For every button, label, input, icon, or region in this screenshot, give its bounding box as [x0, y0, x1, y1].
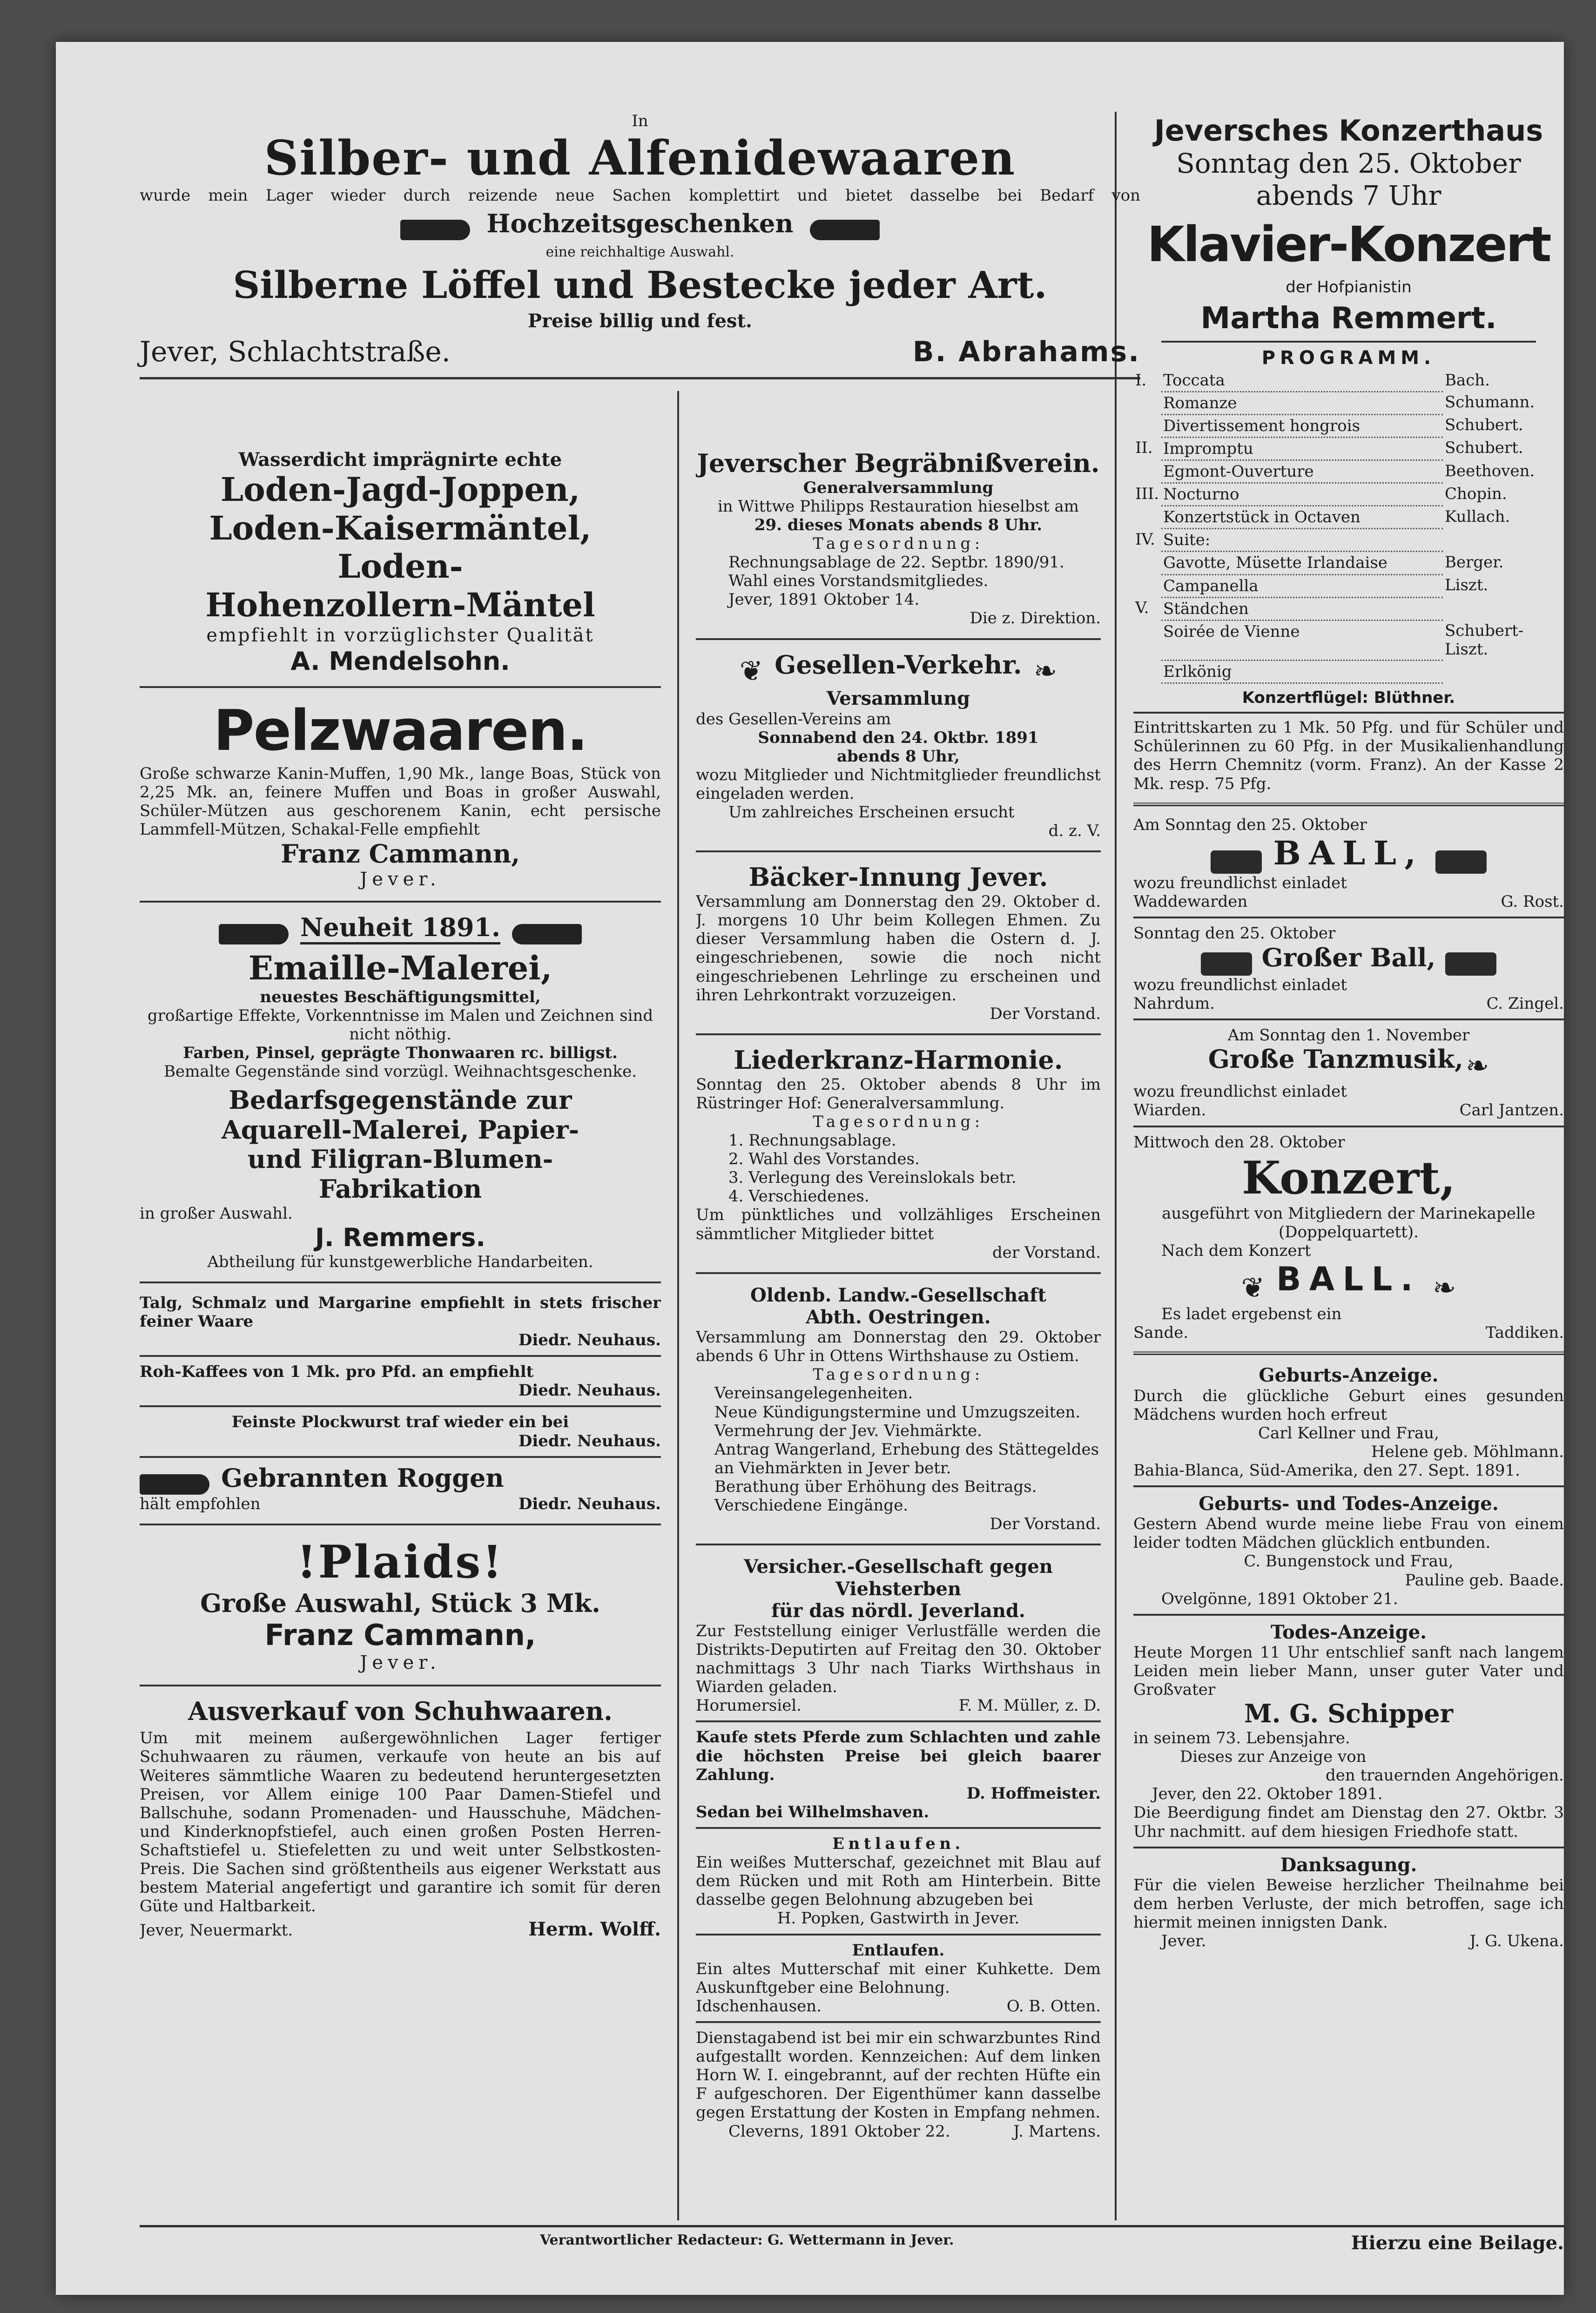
pointing-hand-icon	[219, 924, 289, 944]
programm-piece: Egmont-Ouverture	[1161, 460, 1443, 483]
geburt-ad: Geburts-Anzeige. Durch die glückliche Geburt eines gesunden Mädchens wurden hoch erfreut Carl Kellner und Frau, Helene geb. Möhlmann. Bahia-Blanca, Süd-Amerika, den 27. Sept. 1891.	[1133, 1364, 1564, 1480]
programm-piece: Romanze	[1161, 391, 1443, 414]
programm-composer: Schubert.	[1445, 416, 1523, 435]
programm-row	[1133, 529, 1564, 552]
loden-ad: Wasserdicht imprägnirte echte Loden-Jagd-Joppen, Loden-Kaisermäntel, Loden- Hohenzollern-Mäntel empfiehlt in vorzüglichster Qualität A. Mendelsohn.	[205, 449, 595, 676]
ornament-left-icon: ❦	[739, 654, 763, 688]
programm-composer: Berger.	[1445, 553, 1504, 572]
programm-row	[1133, 620, 1564, 660]
programm-row	[1133, 370, 1564, 392]
gesellen-ad: ❦ Gesellen-Verkehr. ❧ Versammlung des Gesellen-Vereins am Sonnabend den 24. Oktbr. 1891 abends 8 Uhr, wozu Mitglieder und Nichtmitglieder freundlichst eingeladen werden. Um zahlreiches Erscheinen ersucht d. z. V.	[696, 649, 1101, 841]
ornament-right-icon: ❧	[1433, 1272, 1456, 1305]
page-footer: Verantwortlicher Redacteur: G. Wettermann in Jever. Hierzu eine Beilage.	[140, 2225, 1564, 2254]
column-rule-2	[1115, 112, 1117, 2220]
programm-composer	[1443, 597, 1564, 620]
plockwurst-ad: Feinste Plockwurst traf wieder ein bei Diedr. Neuhaus.	[231, 1413, 661, 1450]
schuhwaaren-ad: Ausverkauf von Schuhwaaren. Um mit meinem außergewöhnlichen Lager fertiger Schuhwaaren zu räumen, verkaufe von heute an bis auf Weiteres sämmtliche Waaren zu bedeutend heruntergesetzten Preisen, vor Allem einige 100 Paar Damen-Stiefel und Ballschuhe, sodann Promenaden- und Hausschuhe, Mädchen- und Kinderknopfstiefel, auch einen großen Posten Herren-Schaftstiefel u. Stiefeletten zu und weit unter Selbstkosten-Preis. Die Sachen sind größtentheils aus eigener Werkstatt aus bestem Material angefertigt und garantire ich somit für deren Güte und Haltbarkeit. Jever, Neuermarkt. Herm. Wolff.	[140, 1696, 661, 1941]
ball-ad-1: Am Sonntag den 25. Oktober BALL, wozu freundlichst einladet Waddewarden G. Rost.	[1133, 815, 1564, 911]
programm-piece: Erlkönig	[1161, 660, 1443, 683]
talg-ad: Talg, Schmalz und Margarine empfiehlt in stets frischer feiner Waare Diedr. Neuhaus.	[140, 1293, 661, 1350]
pelz-ad: Pelzwaaren. Große schwarze Kanin-Muffen, 1,90 Mk., lange Boas, Stück von 2,25 Mk. an, feinere Muffen und Boas in großer Auswahl, Schüler-Mützen aus geschorenem Kanin, echt persische Lammfell-Mützen, Schakal-Felle empfiehlt Franz Cammann, Jever.	[140, 699, 661, 890]
konzert-ad: Jeversches Konzerthaus Sonntag den 25. Oktober abends 7 Uhr Klavier-Konzert der Hofpianistin Martha Remmert. PROGRAMM. I. Toccata Bach. Romanze Schumann. Divertissement hongrois Schubert. II. Impromptu Schubert. Egmont-Ouverture Beethoven. III. Nocturno Chopin. Konzertstück in Octaven Kullach. IV. Suite: Gavotte, Müsette Irlandaise Berger. Campanella Liszt. V. Ständchen Soirée de Vienne Schubert-Liszt. Erlkönig Konzertflügel: Blüthner. Eintrittskarten zu 1 Mk. 50 Pfg. und für Schüler und Schülerinnen zu 60 Pfg. in der Musikalienhandlung des Herrn Chemnitz (vorm. Franz). An der Kasse 2 Mk. resp. 75 Pfg.	[1133, 114, 1564, 793]
programm-row	[1133, 483, 1564, 506]
silber-heading: Silber- und Alfenidewaaren	[264, 130, 1016, 187]
ornament-right-icon: ❧	[1466, 1049, 1489, 1082]
loeffel-heading: Silberne Löffel und Bestecke jeder Art.	[233, 263, 1047, 307]
todes-ad: Todes-Anzeige. Heute Morgen 11 Uhr entschlief sanft nach langem Leiden mein lieber Mann, unser guter Vater und Großvater M. G. Schipper in seinem 73. Lebensjahre. Dieses zur Anzeige von den trauernden Angehörigen. Jever, den 22. Oktober 1891. Die Beerdigung findet am Dienstag den 27. Oktbr. 3 Uhr nachmitt. auf dem hiesigen Friedhofe statt.	[1133, 1621, 1564, 1841]
programm-piece: Soirée de Vienne	[1161, 620, 1443, 660]
begraebnis-ad: Jeverscher Begräbnißverein. Generalversammlung in Wittwe Philipps Restauration hieselbst am 29. dieses Monats abends 8 Uhr. Tagesordnung: Rechnungsablage de 22. Septbr. 1890/91. Wahl eines Vorstandsmitgliedes. Jever, 1891 Oktober 14. Die z. Direktion.	[697, 448, 1101, 628]
entlaufen-ad-1: Entlaufen. Ein weißes Mutterschaf, gezeichnet mit Blau auf dem Rücken und mit Roth am Hinterbein. Bitte dasselbe gegen Belohnung abzugeben bei H. Popken, Gastwirth in Jever.	[696, 1834, 1101, 1928]
pointing-hand-icon	[810, 220, 880, 240]
entlaufen-ad-2: Entlaufen. Ein altes Mutterschaf mit einer Kuhkette. Dem Auskunftgeber eine Belohnung. Idschenhausen. O. B. Otten.	[696, 1941, 1101, 2016]
marine-konzert-ad: Mittwoch den 28. Oktober Konzert, ausgeführt von Mitgliedern der Marinekapelle (Doppelquartett). Nach dem Konzert ❦ BALL. ❧ Es ladet ergebenst ein Sande. Taddiken.	[1133, 1133, 1564, 1342]
programm-piece: Suite:	[1161, 529, 1443, 552]
ornament-left-icon: ❦	[1241, 1272, 1265, 1305]
programm-row	[1133, 414, 1564, 437]
dank-ad: Danksagung. Für die vielen Beweise herzlicher Theilnahme bei dem herben Verluste, der mich betroffen, sage ich hiermit meinen innigsten Dank. Jever. J. G. Ukena.	[1133, 1854, 1564, 1951]
programm-row	[1133, 391, 1564, 414]
programm-number	[1133, 391, 1161, 414]
programm-row	[1133, 552, 1564, 574]
programm-number: IV.	[1135, 530, 1155, 549]
column-3	[1133, 112, 1564, 1952]
programm-number: I.	[1135, 371, 1147, 390]
programm-row	[1133, 660, 1564, 683]
programm-number: III.	[1135, 484, 1159, 503]
programm-row	[1133, 574, 1564, 597]
programm-number	[1133, 620, 1161, 660]
programm-piece: Divertissement hongrois	[1161, 414, 1443, 437]
programm-row	[1133, 506, 1564, 529]
pferde-ad: Kaufe stets Pferde zum Schlachten und zahle die höchsten Preise bei gleich baarer Zahlung. D. Hoffmeister. Sedan bei Wilhelmshaven.	[696, 1728, 1101, 1821]
ornament-right-icon: ❧	[1033, 654, 1057, 688]
pointing-hand-icon	[140, 1474, 209, 1495]
ornament-left-icon	[1211, 850, 1262, 874]
programm-number	[1133, 552, 1161, 574]
programm-number	[1133, 414, 1161, 437]
programm-piece: Ständchen	[1161, 597, 1443, 620]
pointing-hand-icon	[512, 924, 582, 944]
programm-piece: Gavotte, Müsette Irlandaise	[1161, 552, 1443, 574]
plaids-ad: !Plaids! Große Auswahl, Stück 3 Mk. Franz Cammann, Jever.	[200, 1536, 600, 1674]
baecker-ad: Bäcker-Innung Jever. Versammlung am Donnerstag den 29. Oktober d. J. morgens 10 Uhr beim Kollegen Ehmen. Zu dieser Versammlung haben die Ostern d. J. eingeschriebenen, sowie die noch nicht eingeschriebenen Lehrlinge zu erscheinen und ihren Lehrkontrakt vorzuzeigen. Der Vorstand.	[696, 862, 1101, 1023]
programm-composer	[1443, 660, 1564, 683]
programm-composer: Schubert-Liszt.	[1445, 621, 1524, 659]
silber-ad: In Silber- und Alfenidewaaren wurde mein Lager wieder durch reizende neue Sachen komplettirt und bietet dasselbe bei Bedarf von Hochzeitsgeschenken eine reichhaltige Auswahl. Silberne Löffel und Bestecke jeder Art. Preise billig und fest. Jever, Schlachtstraße. B. Abrahams.	[140, 112, 1140, 388]
ball-ad-2: Sonntag den 25. Oktober Großer Ball, wozu freundlichst einladet Nahrdum. C. Zingel.	[1133, 924, 1564, 1013]
programm-composer	[1443, 529, 1564, 552]
pointing-hand-icon	[400, 220, 470, 240]
geburt-todes-ad: Geburts- und Todes-Anzeige. Gestern Abend wurde meine liebe Frau von einem leider todten Mädchen glücklich entbunden. C. Bungenstock und Frau, Pauline geb. Baade. Ovelgönne, 1891 Oktober 21.	[1133, 1493, 1564, 1608]
programm-number	[1133, 660, 1161, 683]
programm-number: V.	[1135, 599, 1149, 618]
programm-table	[1133, 370, 1564, 684]
programm-number	[1133, 460, 1161, 483]
newspaper-page	[56, 42, 1564, 2295]
landw-ad: Oldenb. Landw.-Gesellschaft Abth. Oestringen. Versammlung am Donnerstag den 29. Oktober abends 6 Uhr in Ottens Wirthshause zu Ostiem. Tagesordnung: Vereinsangelegenheiten. Neue Kündigungstermine und Umzugszeiten. Vermehrung der Jev. Viehmärkte. Antrag Wangerland, Erhebung des Stättegeldes an Viehmärkten in Jever betr. Berathung über Erhöhung des Beitrags. Verschiedene Eingänge. Der Vorstand.	[696, 1284, 1101, 1534]
programm-composer: Beethoven.	[1445, 461, 1535, 480]
rind-ad: Dienstagabend ist bei mir ein schwarzbuntes Rind aufgestallt worden. Kennzeichen: Auf dem linken Horn W. I. eingebrannt, auf der rechten Hüfte ein F aufgeschoren. Der Eigenthümer kann dasselbe gegen Erstattung der Kosten in Empfang nehmen. Cleverns, 1891 Oktober 22. J. Martens.	[696, 2028, 1101, 2141]
programm-piece: Nocturno	[1161, 483, 1443, 506]
emaille-ad: Neuheit 1891. Emaille-Malerei, neuestes Beschäftigungsmittel, großartige Effekte, Vorkenntnisse im Malen und Zeichnen sind nicht nöthig. Farben, Pinsel, geprägte Thonwaaren rc. billigst. Bemalte Gegenstände sind vorzügl. Weihnachtsgeschenke. Bedarfsgegenstände zur Aquarell-Malerei, Papier- und Filigran-Blumen- Fabrikation in großer Auswahl. J. Remmers. Abtheilung für kunstgewerbliche Handarbeiten.	[140, 912, 653, 1271]
programm-piece: Konzertstück in Octaven	[1161, 506, 1443, 529]
programm-composer: Schubert.	[1445, 438, 1523, 458]
programm-row	[1133, 597, 1564, 620]
programm-composer: Chopin.	[1445, 484, 1507, 503]
column-rule-1	[677, 391, 679, 2220]
programm-composer: Bach.	[1445, 371, 1490, 390]
liederkranz-ad: Liederkranz-Harmonie. Sonntag den 25. Oktober abends 8 Uhr im Rüstringer Hof: Generalversammlung. Tagesordnung: 1. Rechnungsablage. 2. Wahl des Vorstandes. 3. Verlegung des Vereinslokals betr. 4. Verschiedenes. Um pünktliches und vollzähliges Erscheinen sämmtlicher Mitglieder bittet der Vorstand.	[696, 1045, 1101, 1262]
programm-composer: Liszt.	[1445, 576, 1488, 595]
programm-composer: Schumann.	[1445, 393, 1535, 412]
programm-piece: Toccata	[1161, 370, 1443, 392]
kaffee-ad: Roh-Kaffees von 1 Mk. pro Pfd. an empfiehlt Diedr. Neuhaus.	[140, 1362, 661, 1400]
ornament-left-icon	[1201, 952, 1252, 976]
versicherung-ad: Versicher.-Gesellschaft gegen Viehsterben für das nördl. Jeverland. Zur Feststellung einiger Verlustfälle werden die Distrikts-Deputirten auf Freitag den 30. Oktober nachmittags 3 Uhr nach Tiarks Wirthshaus in Wiarden geladen. Horumersiel. F. M. Müller, z. D.	[696, 1556, 1101, 1715]
tanzmusik-ad: Am Sonntag den 1. November Große Tanzmusik, ❧ wozu freundlichst einladet Wiarden. Carl Jantzen.	[1133, 1026, 1564, 1120]
programm-number	[1133, 506, 1161, 529]
roggen-ad: Gebrannten Roggen hält empfohlen Diedr. Neuhaus.	[140, 1463, 661, 1514]
programm-row	[1133, 437, 1564, 460]
programm-number	[1133, 574, 1161, 597]
column-2	[696, 447, 1101, 2143]
programm-piece: Campanella	[1161, 574, 1443, 597]
ornament-right-icon	[1435, 850, 1487, 874]
column-1	[140, 447, 661, 1942]
programm-row	[1133, 460, 1564, 483]
ornament-right-icon	[1445, 952, 1496, 976]
programm-number: II.	[1135, 438, 1153, 458]
programm-piece: Impromptu	[1161, 437, 1443, 460]
programm-composer: Kullach.	[1445, 507, 1510, 526]
